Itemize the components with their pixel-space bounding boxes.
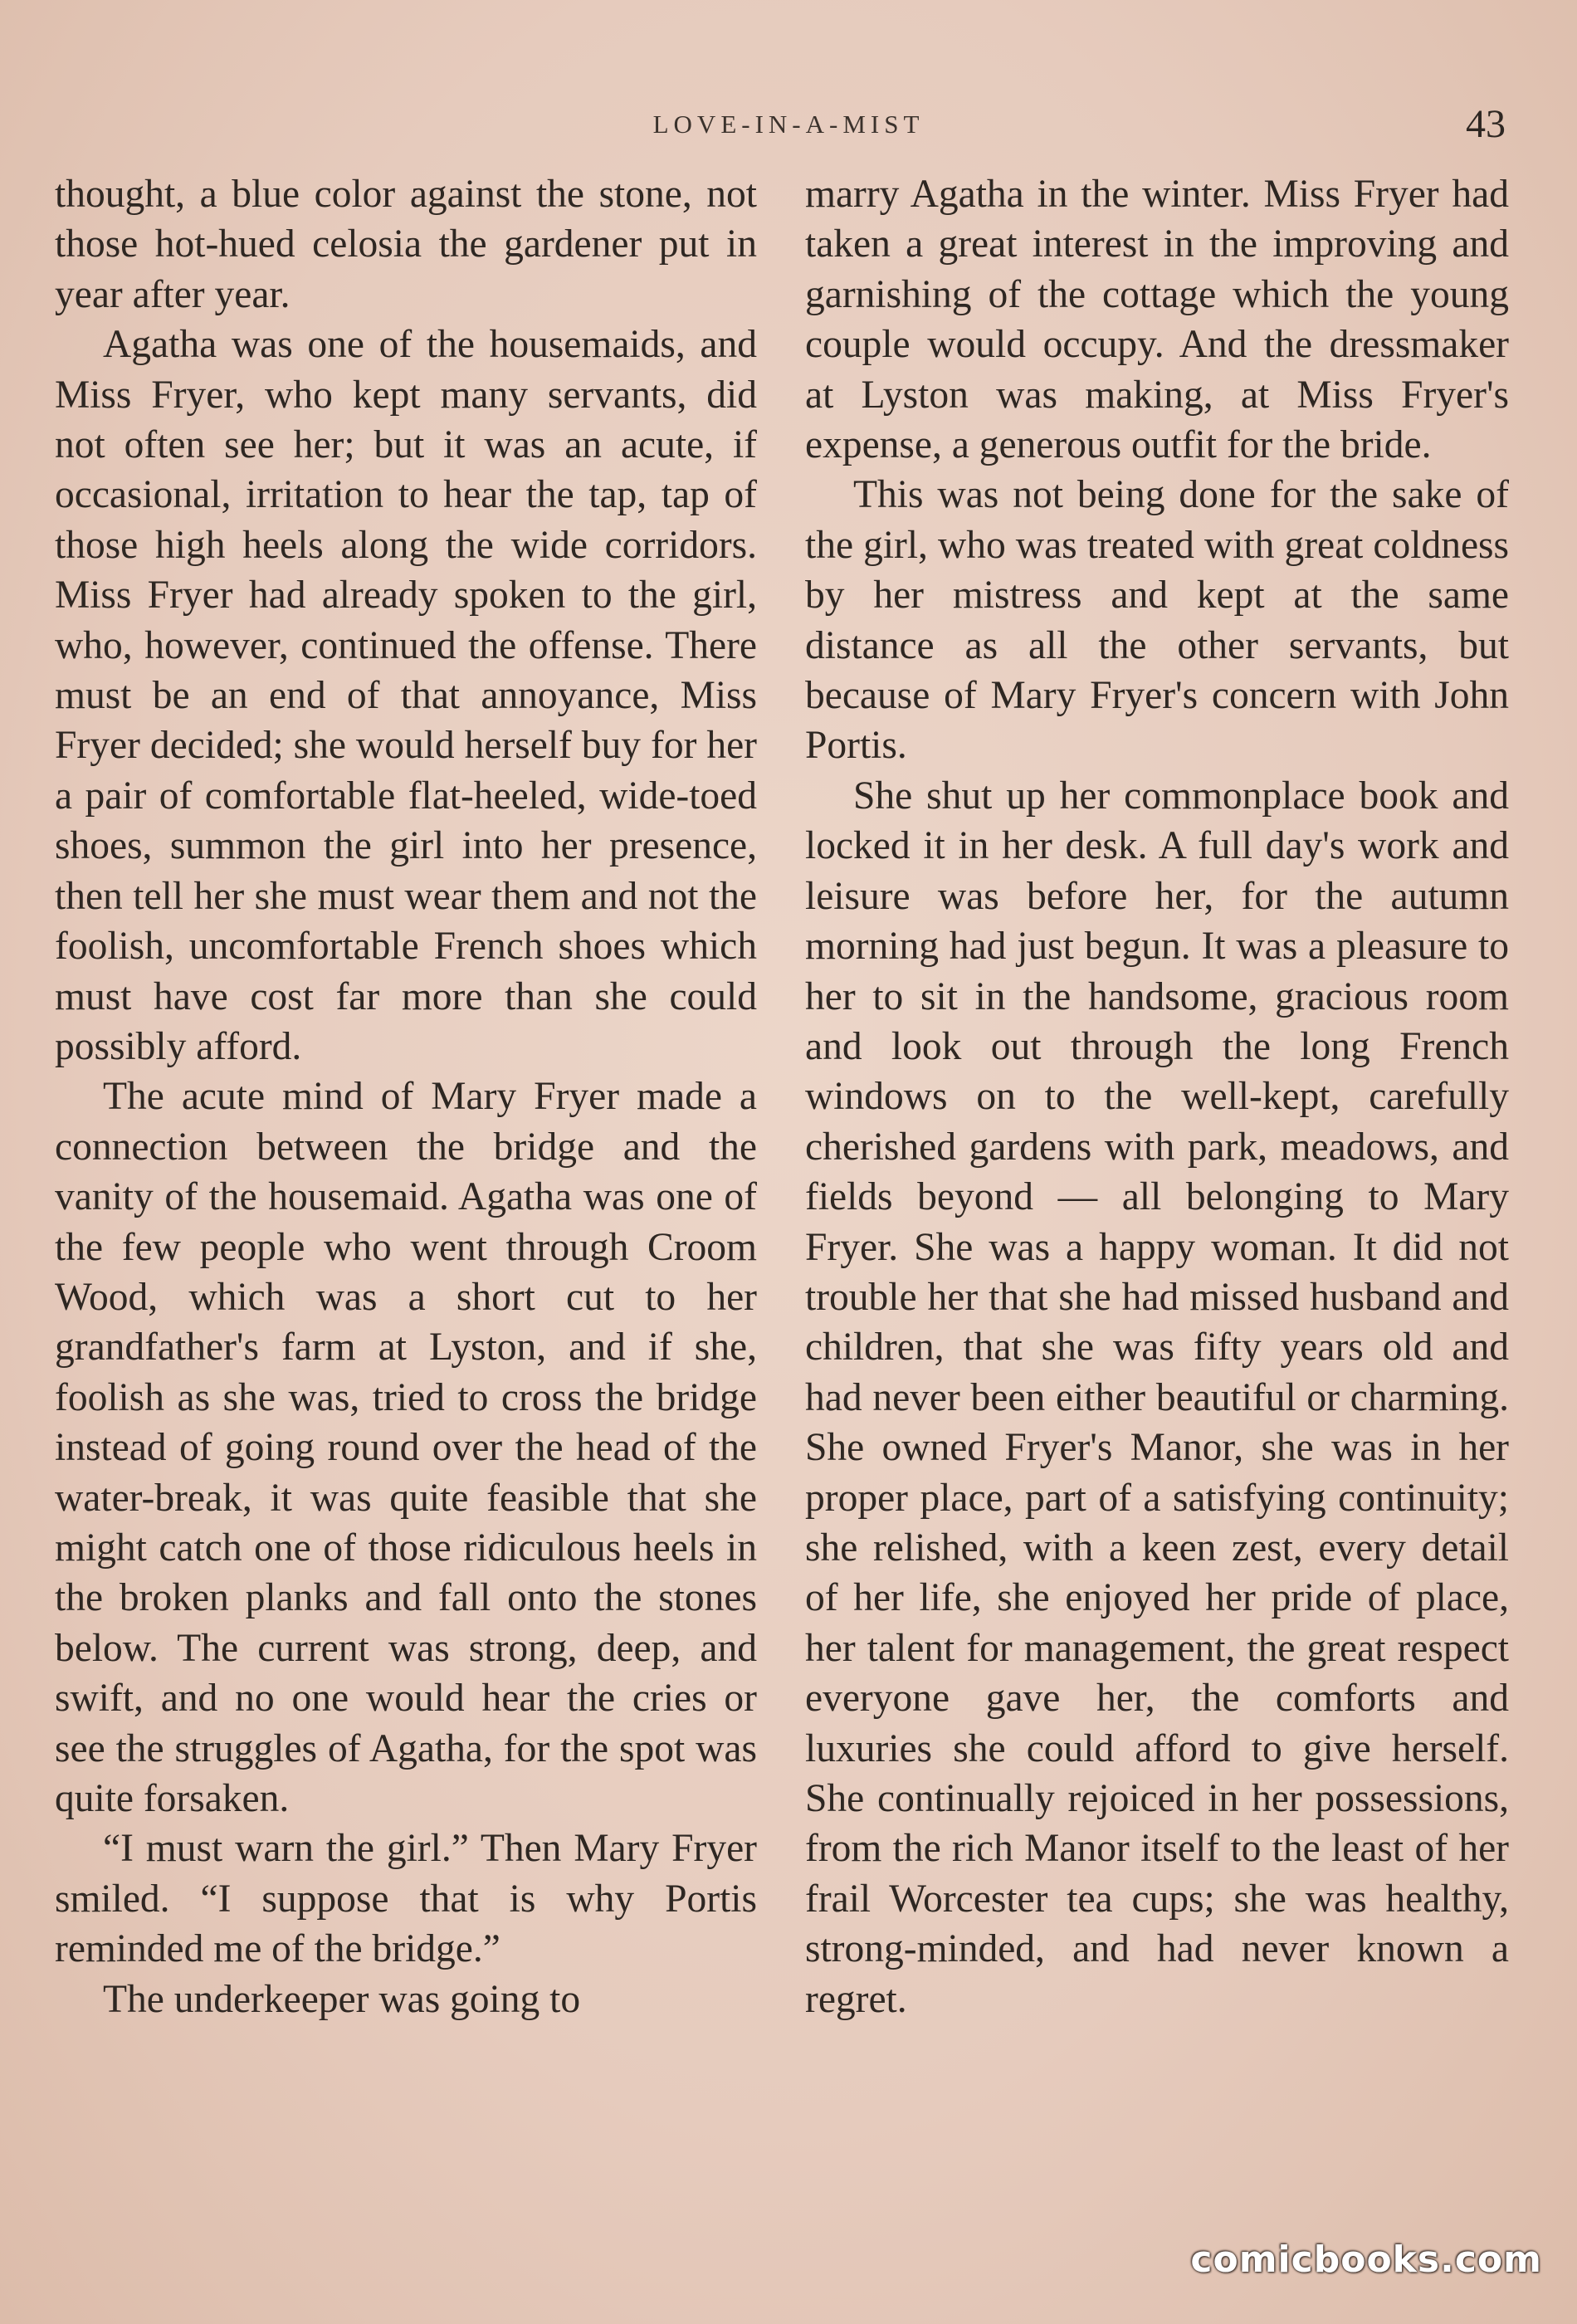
paragraph: The acute mind of Mary Fryer made a connection between the bridge and the vanity of the housemaid. Agatha was one of the few people who went through Croom Wood, which was a short cut to her grandfather's farm at Lyston, and if she, foolish as she was, tried to cross the bridge instead of going round over the head of the water-break, it was quite feasible that she might catch one of those ridiculous heels in the broken planks and fall onto the stones below. The current was strong, deep, and swift, and no one would hear the cries or see the struggles of Agatha, for the spot was quite forsaken. [55, 1075, 757, 1820]
left-column [55, 169, 757, 2024]
running-head [0, 102, 1577, 156]
paragraph: The underkeeper was going to [103, 1977, 581, 2021]
right-column [805, 169, 1509, 2024]
paragraph: Agatha was one of the housemaids, and Miss Fryer, who kept many servants, did not often see her; but it was an acute, if occasional, irritation to hear the tap, tap of those high heels along the wide corridors. Miss Fryer had already spoken to the girl, who, however, continued the offense. There must be an end of that annoyance, Miss Fryer decided; she would herself buy for her a pair of comfortable flat-heeled, wide-toed shoes, summon the girl into her presence, then tell her she must wear them and not the foolish, uncomfortable French shoes which must have cost far more than she could possibly afford. [55, 323, 757, 1068]
paragraph: She shut up her commonplace book and locked it in her desk. A full day's work and leisure was before her, for the autumn morning had just begun. It was a pleasure to her to sit in the handsome, gracious room and look out through the long French windows on to the well-kept, carefully cherished gardens with park, meadows, and fields beyond — all belonging to Mary Fryer. She was a happy woman. It did not trouble her that she had missed husband and children, that she was fifty years old and had never been either beautiful or charming. She owned Fryer's Manor, she was in her proper place, part of a satisfying continuity; she relished, with a keen zest, every detail of her life, she enjoyed her pride of place, her talent for management, the great respect everyone gave her, the comforts and luxuries she could afford to give herself. She continually rejoiced in her possessions, from the rich Manor itself to the least of her frail Worcester tea cups; she was healthy, strong-minded, and had never known a regret. [805, 774, 1509, 2021]
paragraph: marry Agatha in the winter. Miss Fryer had taken a great interest in the improving and garnishing of the cottage which the young couple would occupy. And the dressmaker at Lyston was making, at Miss Fryer's expense, a generous outfit for the bride. [805, 173, 1509, 467]
paragraph: This was not being done for the sake of the girl, who was treated with great coldness by her mistress and kept at the same distance as all the other servants, but because of Mary Fryer's concern with John Portis. [805, 473, 1509, 768]
watermark-logo: comicbooks.com [1190, 2239, 1542, 2281]
paragraph: “I must warn the girl.” Then Mary Fryer smiled. “I suppose that is why Portis reminded me of the bridge.” [55, 1827, 757, 1971]
page-number: 43 [1466, 102, 1506, 146]
paragraph: thought, a blue color against the stone, not those hot-hued celosia the gardener put in year after year. [55, 173, 757, 316]
running-title: LOVE-IN-A-MIST [652, 110, 925, 139]
